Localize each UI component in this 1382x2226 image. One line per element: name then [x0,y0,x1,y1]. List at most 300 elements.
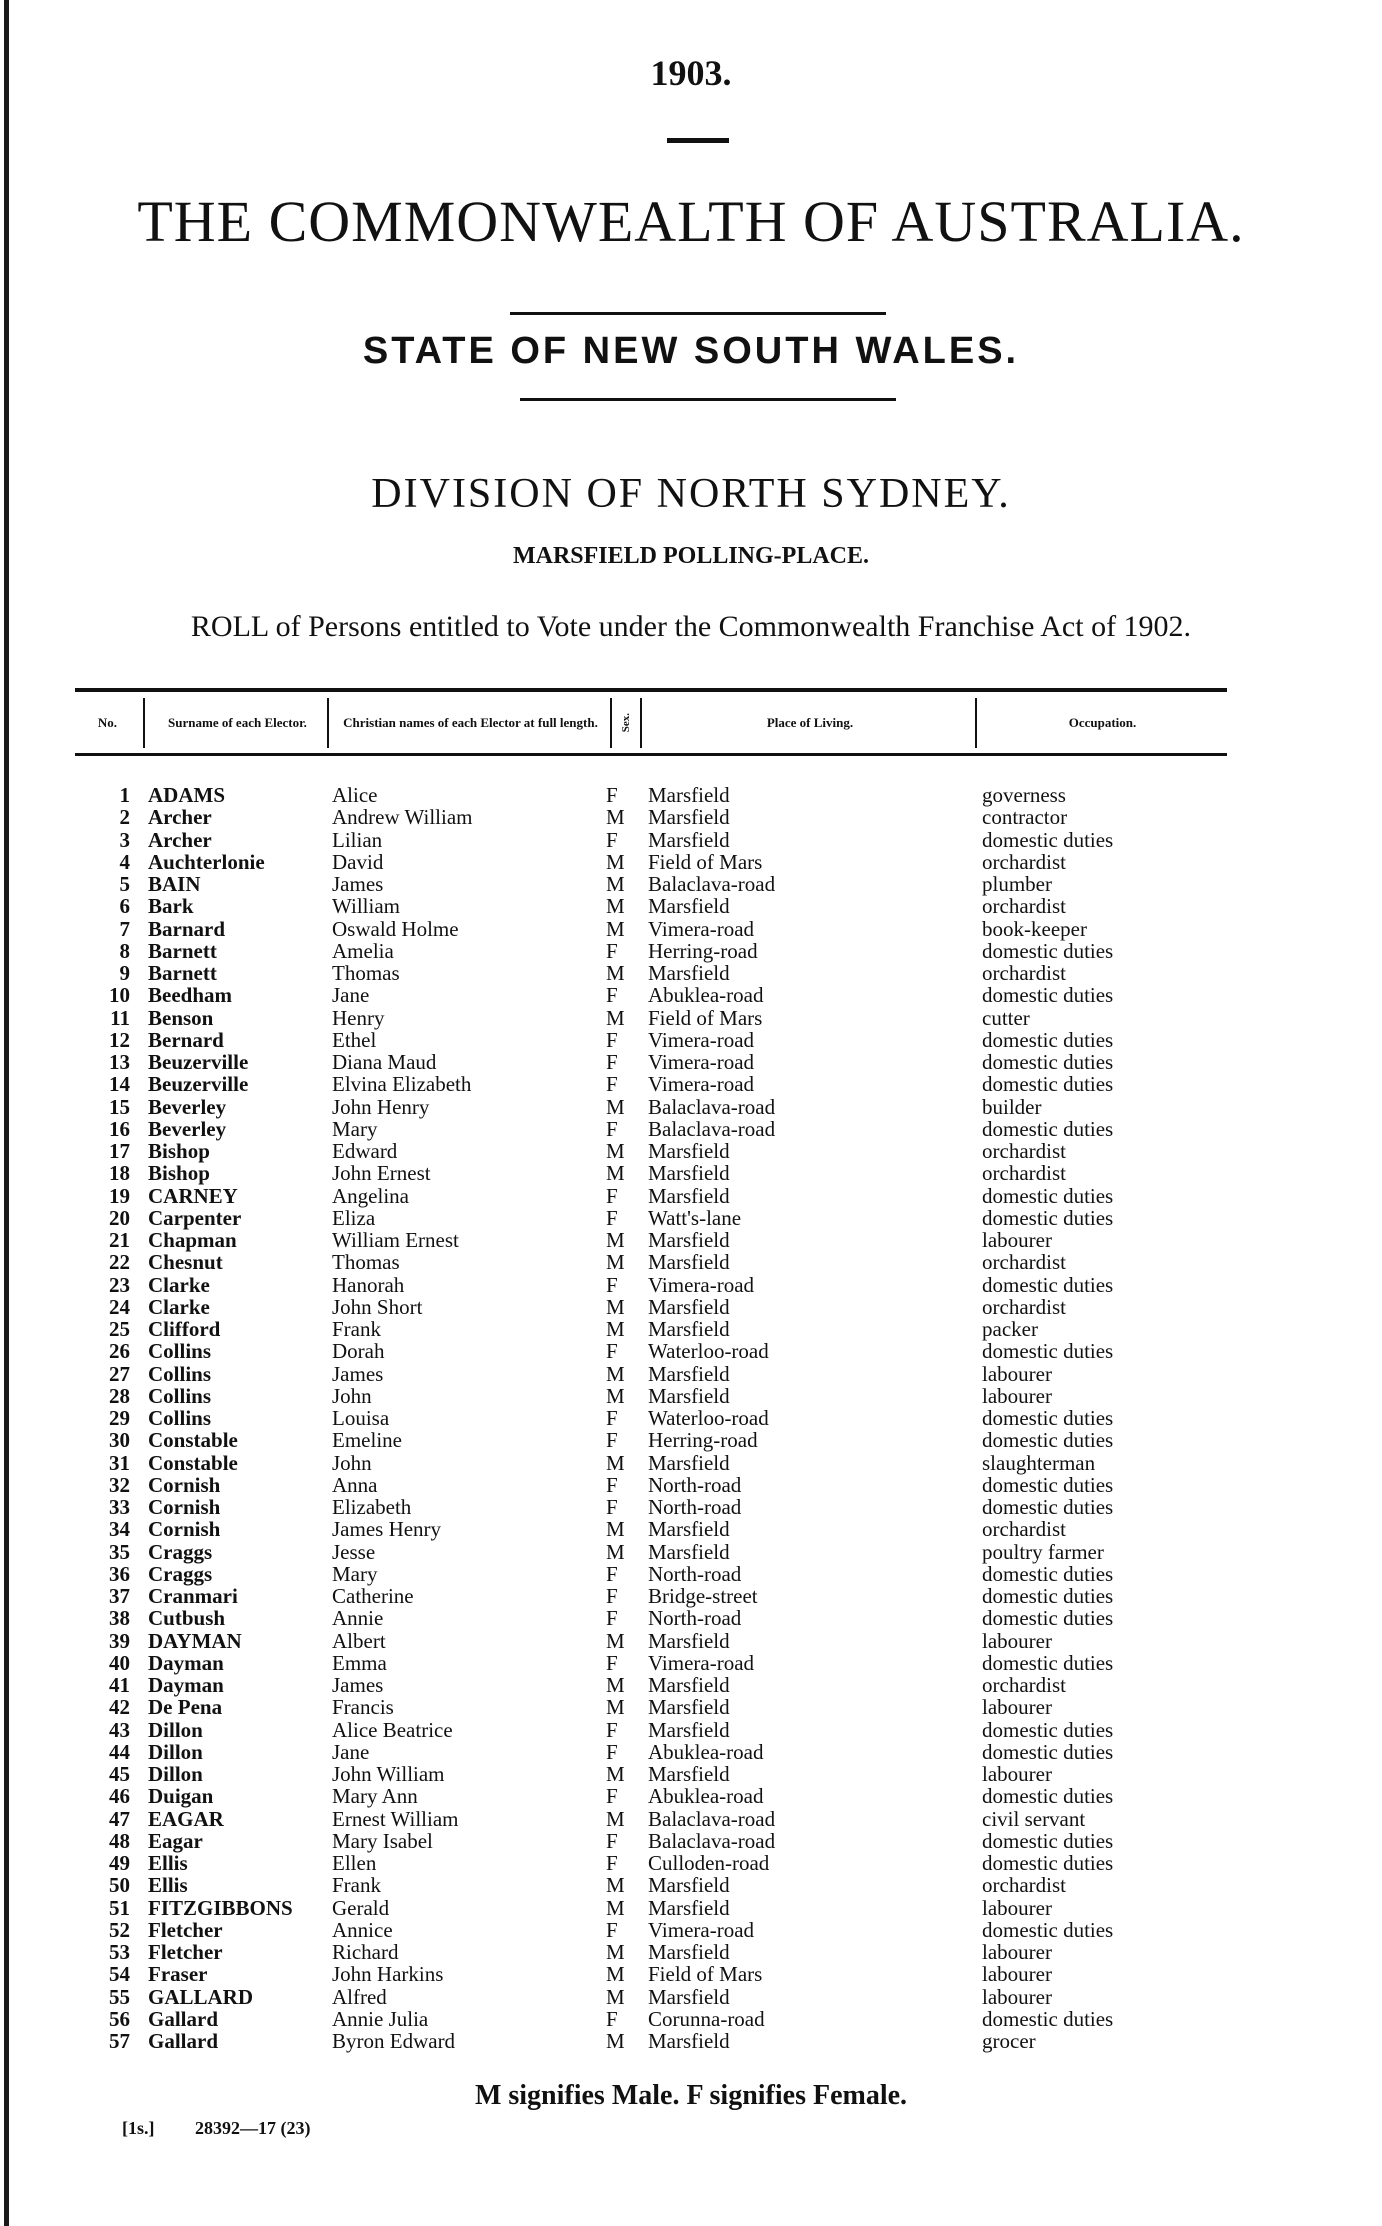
elector-occupation: orchardist [982,961,1066,985]
elector-place: Marsfield [648,827,730,852]
elector-place: Waterloo-road [648,1339,769,1364]
elector-occupation: domestic duties [982,1650,1114,1675]
elector-occupation: poultry farmer [982,1539,1104,1564]
elector-number: 7 [119,916,130,941]
elector-surname: Chesnut [148,1250,223,1275]
header-bottom-rule [75,753,1227,756]
table-row [0,1452,1382,1474]
elector-christian-names: Francis [332,1695,394,1720]
elector-place: Marsfield [648,1228,730,1252]
elector-number: 38 [109,1606,130,1631]
table-row [0,1808,1382,1830]
elector-surname: Collins [148,1406,212,1430]
elector-surname: Bishop [148,1139,210,1163]
elector-sex: F [606,1739,618,1764]
table-row [0,1785,1382,1807]
elector-surname: Craggs [148,1539,213,1564]
elector-sex: F [606,1339,618,1364]
table-row [0,1251,1382,1273]
electors-list [0,784,1382,2052]
elector-christian-names: Emeline [332,1428,402,1453]
elector-place: Culloden-road [648,1851,770,1875]
elector-christian-names: William [332,894,400,919]
elector-sex: M [606,1873,625,1898]
elector-occupation: contractor [982,805,1068,830]
elector-sex: F [606,1495,618,1519]
elector-number: 53 [109,1940,130,1964]
elector-occupation: slaughterman [982,1450,1096,1475]
elector-number: 51 [109,1895,130,1920]
elector-christian-names: Louisa [332,1406,390,1430]
elector-surname: Cutbush [148,1606,226,1631]
table-row [0,1563,1382,1585]
elector-surname: Dillon [148,1762,203,1786]
elector-place: North-road [648,1606,742,1631]
elector-number: 45 [109,1762,130,1786]
elector-surname: Constable [148,1428,238,1453]
elector-sex: F [606,1116,618,1141]
elector-occupation: domestic duties [982,1828,1114,1853]
elector-number: 23 [109,1272,130,1297]
elector-place: Watt's-lane [648,1205,742,1230]
elector-sex: F [606,1561,618,1586]
elector-occupation: domestic duties [982,1584,1114,1608]
elector-christian-names: Elvina Elizabeth [332,1072,472,1097]
elector-sex: M [606,1962,625,1987]
elector-number: 48 [109,1828,130,1853]
elector-place: Marsfield [648,1940,730,1964]
elector-number: 36 [109,1561,130,1586]
elector-christian-names: Andrew William [332,805,473,830]
elector-sex: F [606,1584,618,1608]
elector-place: Marsfield [648,1895,730,1920]
elector-surname: Cranmari [148,1584,238,1608]
elector-sex: F [606,1472,618,1497]
table-row [0,1630,1382,1652]
table-row [0,2030,1382,2052]
elector-surname: Beverley [148,1116,227,1141]
elector-occupation: domestic duties [982,1072,1114,1097]
elector-place: North-road [648,1472,742,1497]
elector-place: Field of Mars [648,1962,763,1987]
col-separator [143,698,145,748]
elector-occupation: domestic duties [982,1183,1114,1208]
elector-number: 15 [109,1094,130,1119]
elector-christian-names: Frank [332,1317,381,1341]
elector-surname: Bark [148,894,194,919]
elector-occupation: domestic duties [982,1606,1114,1631]
short-rule [667,138,729,143]
elector-surname: CARNEY [148,1183,238,1208]
elector-number: 1 [119,783,130,807]
table-row [0,1986,1382,2008]
elector-sex: F [606,1828,618,1853]
elector-place: Abuklea-road [648,1784,764,1809]
elector-place: Marsfield [648,1183,730,1208]
table-row [0,1919,1382,1941]
elector-occupation: governess [982,783,1066,807]
elector-surname: Beuzerville [148,1050,249,1074]
table-row [0,1029,1382,1051]
elector-number: 41 [109,1673,130,1697]
elector-sex: M [606,1450,625,1475]
elector-occupation: domestic duties [982,827,1114,852]
roll-title: ROLL of Persons entitled to Vote under the Commonwealth Franchise Act of 1902. [190,610,1192,643]
elector-occupation: labourer [982,1361,1052,1386]
elector-place: Marsfield [648,1450,730,1475]
elector-occupation: domestic duties [982,1561,1114,1586]
elector-number: 34 [109,1517,130,1542]
elector-place: Marsfield [648,783,730,807]
elector-sex: F [606,938,618,963]
elector-place: Marsfield [648,1250,730,1275]
elector-sex: F [606,1650,618,1675]
elector-occupation: labourer [982,1695,1052,1720]
elector-christian-names: Ernest William [332,1806,459,1831]
elector-surname: Ellis [148,1873,188,1898]
elector-sex: M [606,1228,625,1252]
table-row [0,1674,1382,1696]
elector-occupation: domestic duties [982,1717,1114,1742]
table-row [0,1585,1382,1607]
elector-sex: M [606,1139,625,1163]
elector-christian-names: Anna [332,1472,378,1497]
table-row [0,1162,1382,1184]
table-row [0,1719,1382,1741]
elector-number: 21 [109,1228,130,1252]
elector-number: 17 [109,1139,130,1163]
elector-sex: F [606,1851,618,1875]
elector-surname: Chapman [148,1228,237,1252]
rule-below-state [520,398,896,401]
elector-place: Marsfield [648,1383,730,1408]
elector-christian-names: Ellen [332,1851,377,1875]
elector-sex: F [606,1205,618,1230]
elector-number: 46 [109,1784,130,1809]
table-row [0,1296,1382,1318]
elector-christian-names: Dorah [332,1339,385,1364]
table-row [0,1407,1382,1429]
elector-place: Marsfield [648,894,730,919]
commonwealth-title: THE COMMONWEALTH OF AUSTRALIA. [137,189,1245,254]
elector-place: Marsfield [648,1539,730,1564]
elector-occupation: labourer [982,1762,1052,1786]
elector-place: Marsfield [648,1762,730,1786]
table-row [0,1429,1382,1451]
elector-christian-names: Frank [332,1873,381,1898]
elector-surname: Craggs [148,1561,213,1586]
elector-christian-names: Oswald Holme [332,916,459,941]
elector-sex: F [606,1606,618,1631]
elector-occupation: plumber [982,872,1052,896]
elector-surname: BAIN [148,872,201,896]
table-row [0,1140,1382,1162]
elector-christian-names: James [332,1673,384,1697]
elector-sex: F [606,827,618,852]
table-row [0,1696,1382,1718]
elector-place: Field of Mars [648,849,763,874]
table-row [0,1073,1382,1095]
elector-christian-names: David [332,849,384,874]
elector-place: Balaclava-road [648,1806,776,1831]
elector-occupation: domestic duties [982,1472,1114,1497]
elector-sex: M [606,1317,625,1341]
elector-surname: Barnett [148,961,217,985]
division-heading: DIVISION OF NORTH SYDNEY. [371,471,1011,517]
elector-sex: F [606,1406,618,1430]
elector-surname: Collins [148,1361,212,1386]
table-row [0,1607,1382,1629]
elector-place: Vimera-road [648,1917,755,1942]
table-row [0,1763,1382,1785]
elector-surname: Carpenter [148,1205,242,1230]
elector-surname: Cornish [148,1517,221,1542]
elector-surname: Bishop [148,1161,210,1186]
elector-place: Abuklea-road [648,1739,764,1764]
elector-surname: Collins [148,1339,212,1364]
elector-place: Marsfield [648,2029,730,2053]
table-row [0,1741,1382,1763]
elector-surname: Beuzerville [148,1072,249,1097]
elector-occupation: orchardist [982,1673,1066,1697]
elector-surname: EAGAR [148,1806,224,1831]
table-row [0,962,1382,984]
elector-christian-names: Byron Edward [332,2029,456,2053]
elector-christian-names: James [332,1361,384,1386]
elector-surname: Clarke [148,1294,210,1319]
table-row [0,1207,1382,1229]
elector-christian-names: John Ernest [332,1161,431,1186]
elector-place: Marsfield [648,1317,730,1341]
table-row [0,1185,1382,1207]
elector-occupation: domestic duties [982,1739,1114,1764]
elector-sex: M [606,1161,625,1186]
elector-number: 55 [109,1984,130,2009]
elector-sex: F [606,1072,618,1097]
elector-surname: Fletcher [148,1940,223,1964]
print-footnote [122,2118,347,2139]
elector-place: Balaclava-road [648,1094,776,1119]
elector-christian-names: Elizabeth [332,1495,412,1519]
table-row [0,1096,1382,1118]
elector-number: 20 [109,1205,130,1230]
elector-sex: M [606,1695,625,1720]
table-row [0,2008,1382,2030]
elector-christian-names: Thomas [332,1250,400,1275]
elector-number: 9 [119,961,130,985]
elector-place: Marsfield [648,1517,730,1542]
elector-place: Field of Mars [648,1005,763,1030]
elector-place: Abuklea-road [648,983,764,1008]
table-row [0,1874,1382,1896]
elector-christian-names: Alice Beatrice [332,1717,453,1742]
table-row [0,940,1382,962]
col-separator [640,698,642,748]
elector-surname: Beverley [148,1094,227,1119]
elector-occupation: domestic duties [982,1495,1114,1519]
elector-number: 44 [109,1739,130,1764]
elector-occupation: labourer [982,1962,1052,1987]
elector-occupation: domestic duties [982,1116,1114,1141]
elector-number: 19 [109,1183,130,1208]
elector-surname: FITZGIBBONS [148,1895,293,1920]
elector-sex: M [606,1628,625,1653]
elector-christian-names: Eliza [332,1205,376,1230]
elector-surname: Collins [148,1383,212,1408]
elector-sex: M [606,1806,625,1831]
col-no-header: No. [97,715,118,730]
elector-sex: M [606,1005,625,1030]
col-place-header: Place of Living. [766,715,854,730]
elector-christian-names: William Ernest [332,1228,459,1252]
elector-number: 27 [109,1361,130,1386]
elector-occupation: domestic duties [982,1339,1114,1364]
col-sex-header [615,698,637,748]
elector-christian-names: Edward [332,1139,398,1163]
elector-sex: F [606,783,618,807]
elector-occupation: orchardist [982,894,1066,919]
elector-christian-names: Alfred [332,1984,387,2009]
elector-christian-names: Mary [332,1561,378,1586]
elector-surname: Gallard [148,2029,219,2053]
elector-occupation: labourer [982,1940,1052,1964]
elector-place: Balaclava-road [648,1828,776,1853]
rule-above-state [510,312,886,315]
elector-christian-names: Henry [332,1005,385,1030]
elector-number: 57 [109,2029,130,2053]
elector-surname: Gallard [148,2006,219,2031]
elector-surname: DAYMAN [148,1628,242,1653]
elector-christian-names: Alice [332,783,378,807]
elector-christian-names: John [332,1450,372,1475]
elector-occupation: orchardist [982,849,1066,874]
elector-number: 47 [109,1806,130,1831]
elector-place: Marsfield [648,1161,730,1186]
elector-number: 18 [109,1161,130,1186]
elector-number: 3 [119,827,130,852]
elector-place: Marsfield [648,1628,730,1653]
elector-christian-names: Gerald [332,1895,390,1920]
elector-place: Marsfield [648,1673,730,1697]
elector-number: 26 [109,1339,130,1364]
elector-surname: Barnard [148,916,226,941]
table-row [0,1852,1382,1874]
elector-number: 49 [109,1851,130,1875]
col-sex-label: Sex. [620,713,632,733]
elector-number: 32 [109,1472,130,1497]
elector-surname: ADAMS [148,783,225,807]
elector-surname: Archer [148,827,212,852]
elector-sex: F [606,1717,618,1742]
elector-surname: Fletcher [148,1917,223,1942]
table-row [0,1229,1382,1251]
elector-sex: M [606,1895,625,1920]
elector-number: 50 [109,1873,130,1898]
elector-surname: Ellis [148,1851,188,1875]
elector-christian-names: Diana Maud [332,1050,437,1074]
table-row [0,1897,1382,1919]
elector-sex: M [606,849,625,874]
elector-number: 43 [109,1717,130,1742]
elector-number: 22 [109,1250,130,1275]
elector-christian-names: Angelina [332,1183,409,1208]
elector-occupation: orchardist [982,1161,1066,1186]
elector-place: Herring-road [648,938,758,963]
elector-occupation: labourer [982,1383,1052,1408]
elector-number: 33 [109,1495,130,1519]
elector-number: 2 [119,805,130,830]
elector-place: Marsfield [648,1717,730,1742]
table-row [0,806,1382,828]
elector-sex: M [606,1762,625,1786]
elector-place: Vimera-road [648,1272,755,1297]
table-row [0,1941,1382,1963]
elector-sex: F [606,1272,618,1297]
elector-sex: M [606,1294,625,1319]
elector-occupation: domestic duties [982,1784,1114,1809]
elector-sex: F [606,1027,618,1052]
elector-number: 25 [109,1317,130,1341]
elector-number: 30 [109,1428,130,1453]
elector-occupation: orchardist [982,1139,1066,1163]
elector-christian-names: Annice [332,1917,393,1942]
elector-occupation: domestic duties [982,2006,1114,2031]
table-row [0,1363,1382,1385]
elector-occupation: labourer [982,1895,1052,1920]
elector-christian-names: John [332,1383,372,1408]
table-row [0,1051,1382,1073]
table-row [0,1007,1382,1029]
elector-occupation: domestic duties [982,1428,1114,1453]
elector-number: 11 [110,1005,130,1030]
elector-occupation: domestic duties [982,1205,1114,1230]
elector-occupation: book-keeper [982,916,1087,941]
elector-occupation: domestic duties [982,938,1114,963]
elector-occupation: domestic duties [982,1917,1114,1942]
elector-surname: Clifford [148,1317,221,1341]
elector-place: Marsfield [648,805,730,830]
elector-sex: F [606,1428,618,1453]
elector-place: Corunna-road [648,2006,765,2031]
elector-number: 56 [109,2006,130,2031]
elector-surname: Cornish [148,1495,221,1519]
elector-number: 52 [109,1917,130,1942]
elector-place: Bridge-street [648,1584,758,1608]
footnote-price: [1s.] [122,2118,155,2138]
elector-place: Herring-road [648,1428,758,1453]
table-row [0,851,1382,873]
table-row [0,1340,1382,1362]
elector-sex: F [606,1784,618,1809]
elector-surname: Dayman [148,1673,224,1697]
elector-christian-names: James Henry [332,1517,442,1542]
table-row [0,873,1382,895]
elector-christian-names: John Henry [332,1094,430,1119]
elector-christian-names: Annie [332,1606,384,1631]
elector-surname: GALLARD [148,1984,254,2009]
table-row [0,1963,1382,1985]
elector-number: 16 [109,1116,130,1141]
table-row [0,895,1382,917]
elector-sex: M [606,1361,625,1386]
elector-occupation: domestic duties [982,1406,1114,1430]
elector-sex: F [606,2006,618,2031]
elector-sex: M [606,1250,625,1275]
elector-occupation: builder [982,1094,1042,1119]
elector-surname: Eagar [148,1828,203,1853]
elector-number: 37 [109,1584,130,1608]
elector-christian-names: Jesse [332,1539,376,1564]
